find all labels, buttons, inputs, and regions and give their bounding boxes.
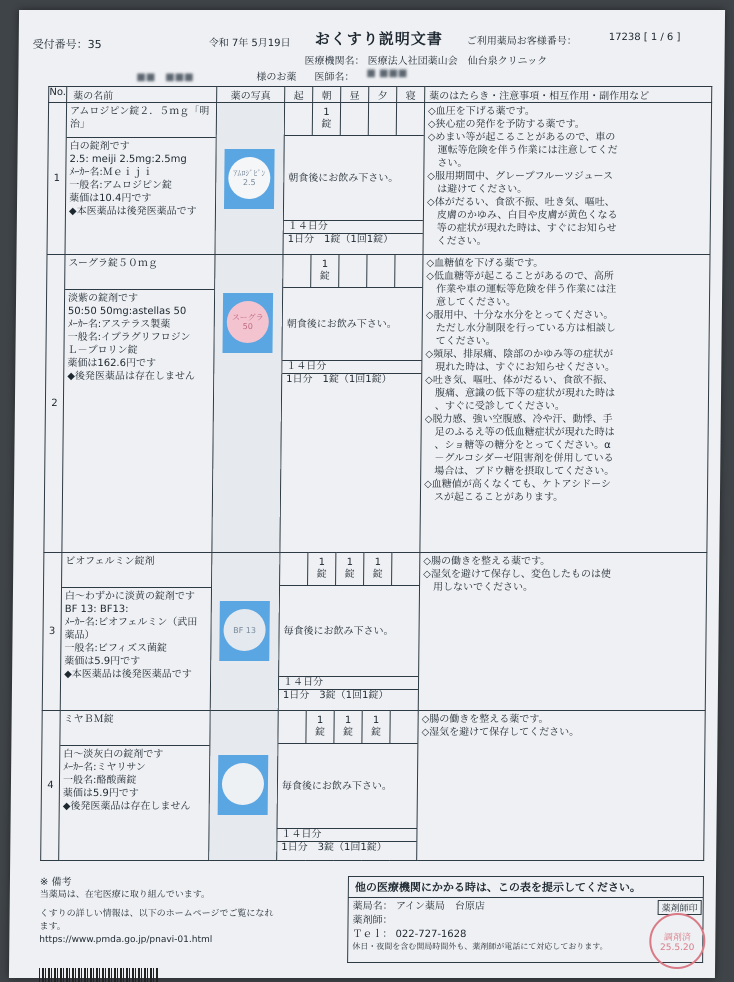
customer-number-label: ご利用薬局お客様番号： [466,36,577,47]
doctor-label: 医師名： [314,72,355,83]
dose-noon: 1 錠 [334,711,362,743]
days-supply: １４日分 [282,361,421,374]
pill-imprint: BF 13 [223,609,265,651]
col-noon: 昼 [341,87,369,103]
drug-photo [215,103,285,255]
col-notes: 薬のはたらき・注意事項・相互作用・副作用など [425,87,712,103]
dose-evening [369,103,397,135]
dose-noon [339,255,367,287]
drug-detail: ﾒｰｶｰ名:アステラス製薬 [67,319,171,330]
row-number: 3 [42,553,62,711]
timing-instruction: 毎食後にお飲み下さい。 [279,586,419,677]
drug-detail: Ｌ－プロリン錠 [67,345,138,356]
col-name: 薬の名前 [67,87,217,103]
drug-info [59,711,211,861]
drug-detail: 薬価は5.9円です [62,788,139,799]
info-url[interactable]: https://www.pmda.go.jp/pnavi-01.html [39,935,213,945]
patient-name: ■■ ■■■ [136,72,194,83]
pill-image [218,755,269,815]
table-row [42,553,707,711]
institution-name: 医療機関名： 医療法人社団薬山会 仙台泉クリニック [304,56,548,67]
drug-detail: 50:50 50mg:astellas 50 [67,306,187,317]
drug-detail: 一般名:アムロジピン錠 [69,180,172,191]
dose-bed [390,711,417,743]
pill-image [219,601,270,661]
pill-imprint [222,763,264,805]
daily-amount: 1日分 1錠（1回1錠） [286,374,392,385]
remarks-section [39,876,340,947]
dose-slots [283,255,422,288]
drug-detail: 2.5: meiji 2.5mg:2.5mg [69,154,187,165]
drug-detail: 薬価は10.4円です [69,193,152,204]
timing-instruction: 毎食後にお飲み下さい。 [277,744,417,829]
seal-label: 薬剤師印 [658,900,702,915]
daily-amount: 1日分 3錠（1回1錠） [282,690,389,701]
table-row [47,103,712,255]
drug-detail: 淡紫の錠剤です [67,293,139,304]
doctor-name: ■ ■■■ [366,68,408,79]
pharmacy-name: 薬局名： アイン薬局 台原店 [352,901,486,912]
timing-instruction: 朝食後にお飲み下さい。 [282,288,422,361]
pharmacist-label: 薬剤師： [352,915,393,926]
dose-slots [285,103,424,136]
remarks-label: ※ 備考 [39,877,72,888]
daily-amount: 1日分 3錠（1回1錠） [281,842,387,853]
dose-evening [367,255,395,287]
row-number: 1 [47,103,67,255]
stamp-date: 25.5.20 [660,942,695,953]
pill-imprint: ｱﾑﾛｼﾞﾋﾟﾝ 2.5 [228,157,270,199]
drug-name: スーグラ錠５０ｍｇ [65,255,214,290]
dosage-block [278,553,420,711]
drug-detail: ﾒｰｶｰ名:ビオフェルミン（武田 [64,617,198,628]
table-row [44,255,710,553]
info-text-line2: ます。 [39,922,66,932]
patient-suffix: 様のお薬 [256,72,297,83]
medication-table [40,86,712,861]
drug-name: アムロジピン錠２．５ｍｇ「明治」 [67,103,216,138]
after-hours-note: 休日・夜間を含む開局時間外も、薬剤師が電話にて対応しております。 [352,942,608,951]
stamp-top: 調剤済 [663,932,691,943]
col-no: No. [49,87,67,103]
drug-detail: ◆本医薬品は後発医薬品です [64,669,192,680]
dose-bed [397,103,424,135]
drug-detail: 一般名:イプラグリフロジン [67,332,191,343]
drug-notes: ◇血糖値を下げる薬です。 ◇低血糖等が起こることがあるので、高所 作業や車の運転等危険を伴う作業には注 意してください。 ◇服用中、十分な水分をとってください。 ただし水分制限を行っている方は相談し てください。 ◇頻尿、排尿痛、陰部のかゆみ等の症状が 現れた時は、すぐにお知らせください。 ◇吐き気、嘔吐、体がだるい、食欲不振、 腹痛、意識の低下等の症状が現れた時は 、すぐに受診してください。 ◇脱力感、強い空腹感、冷や汗、動悸、手 足のふるえ等の低血糖症状が現れた時は 、ショ糖等の糖分をとってください。α －グルコシダーゼ阻害剤を併用している 場合は、ブドウ糖を摂取してください。 ◇血糖値が高くなくても、ケトアシドーシ スが起こることがあります。 [420,255,710,553]
dose-morning: 1 錠 [311,255,339,287]
drug-detail: 薬価は5.9円です [64,656,141,667]
drug-notes: ◇腸の働きを整える薬です。 ◇湿気を避けて保存してください。 [417,711,706,861]
col-morning: 朝 [313,87,341,103]
dosage-block [283,103,425,255]
daily-amount: 1日分 1錠（1回1錠） [287,234,394,245]
pharmacist-stamp [649,913,706,969]
receipt-number: 受付番号：35 [32,38,102,51]
drug-photo [210,553,280,711]
drug-detail: BF 13: BF13: [64,604,129,615]
dose-slots [280,553,419,586]
barcode [39,968,159,982]
dose-evening: 1 錠 [362,711,390,743]
drug-detail: 白の錠剤です [69,141,130,152]
dose-morning: 1 錠 [313,103,341,135]
drug-detail: 一般名:酪酸菌錠 [62,775,137,786]
dose-slots [278,711,417,744]
col-wake: 起 [285,87,313,103]
dose-bed [395,255,422,287]
pill-image [222,293,273,353]
drug-photo [212,255,283,553]
days-supply: １４日分 [279,677,418,690]
drug-info [60,553,212,711]
dosage-block [277,711,419,861]
drug-detail: ◆後発医薬品は存在しません [62,801,191,812]
timing-instruction: 朝食後にお飲み下さい。 [284,136,424,221]
table-row [41,711,706,861]
row-number: 4 [41,711,61,861]
row-number: 2 [44,255,65,553]
issue-date: 令和 7年 5月19日 [208,38,291,49]
drug-detail: ﾒｰｶｰ名:ミヤリサン [63,762,146,773]
pill-image [224,149,275,209]
table-header-row [49,87,712,103]
dosage-block [280,255,423,553]
info-text-line1: くすりの詳しい情報は、以下のホームページでご覧になれ [39,909,274,919]
page-number: 17238 [ 1 / 6 ] [608,32,681,43]
drug-detail: 白～淡灰白の錠剤です [63,749,164,760]
col-photo: 薬の写真 [217,87,285,103]
drug-notes: ◇腸の働きを整える薬です。 ◇湿気を避けて保存し、変色したものは使 用しないでください。 [418,553,707,711]
col-evening: 夕 [369,87,397,103]
drug-notes: ◇血圧を下げる薬です。 ◇狭心症の発作を予防する薬です。 ◇めまい等が起こることがあるので、車の 運転等危険を伴う作業には注意してくだ さい。 ◇服用期間中、グレープフルーツジュース は避けてください。 ◇体がだるい、食欲不振、吐き気、嘔吐、 皮膚のかゆみ、白目や皮膚が黄色くなる 等の症状が現れた時は、すぐにお知らせ ください。 [423,103,712,255]
days-supply: １４日分 [277,829,416,842]
dose-noon [341,103,369,135]
document-sheet [9,10,725,978]
drug-photo [209,711,279,861]
drug-detail: 薬品） [64,630,95,641]
dose-morning: 1 錠 [306,711,334,743]
pill-imprint: スーグラ 50 [227,301,269,343]
days-supply: １４日分 [284,221,423,234]
dose-noon: 1 錠 [336,553,364,585]
drug-detail: ◆後発医薬品は存在しません [67,371,195,382]
pharmacy-tel: Ｔｅｌ： 022-727-1628 [352,929,467,940]
dose-bed [392,553,419,585]
dose-wake [278,711,306,743]
dose-wake [280,553,308,585]
drug-detail: 一般名:ビフィズス菌錠 [64,643,168,654]
drug-name: ビオフェルミン錠剤 [62,553,211,588]
home-care-note: 当薬局は、在宅医療に取り組んでいます。 [39,890,211,900]
dose-evening: 1 錠 [364,553,392,585]
drug-detail: 薬価は162.6円です [67,358,157,369]
dose-wake [285,103,313,135]
dose-wake [283,255,311,287]
dose-morning: 1 錠 [308,553,336,585]
page-title: おくすり説明文書 [314,30,443,48]
col-bed: 寝 [397,87,425,103]
drug-detail: 白～わずかに淡黄の錠剤です [64,591,195,602]
show-table-notice: 他の医療機関にかかる時は、この表を提示してください。 [348,876,704,898]
drug-info [62,255,215,553]
drug-detail: ﾒｰｶｰ名:Ｍｅｉｊｉ [69,167,153,178]
drug-name: ミヤＢＭ錠 [60,711,209,746]
drug-detail: ◆本医薬品は後発医薬品です [68,206,197,217]
drug-info [65,103,217,255]
